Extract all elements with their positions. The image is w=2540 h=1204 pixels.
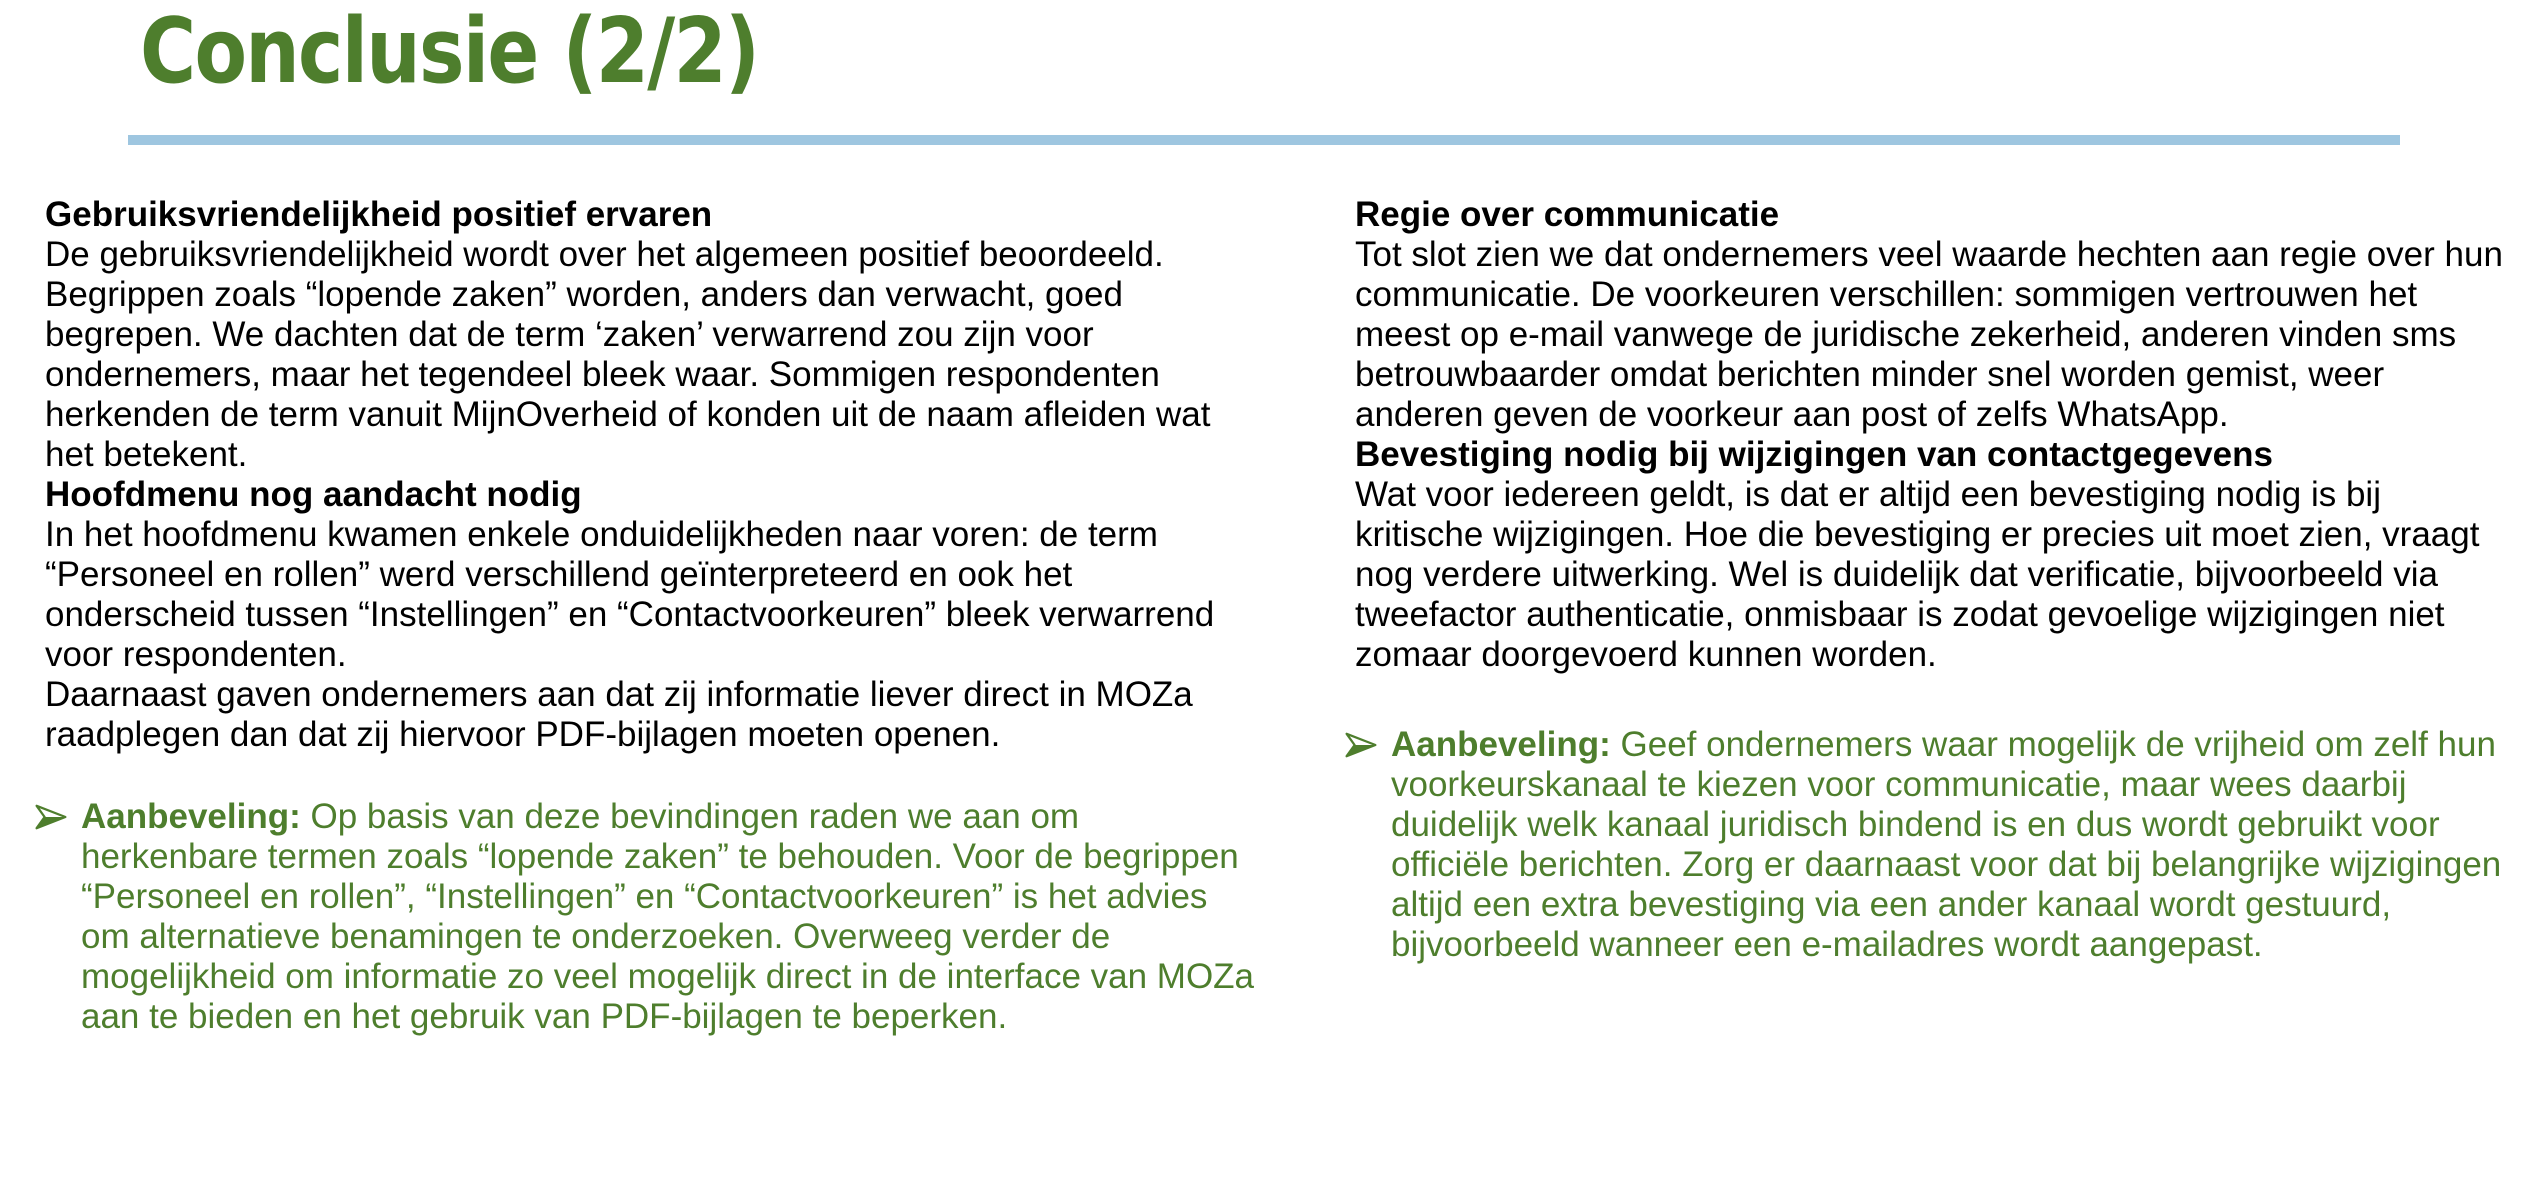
column-right (1355, 195, 2515, 965)
recommendation-left-body (81, 797, 1260, 1037)
recommendation-left-text: Op basis van deze bevindingen raden we aan om herkenbare termen zoals “lopende zaken” te behouden. Voor de begrippen “Personeel en rollen”, “Instellingen” en “Contactvoorkeuren” is het advies om alternatieve benamingen te onderzoeken. Overweeg verder de mogelijkheid om informatie zo veel mogelijk direct in de interface van MOZa aan te bieden en het gebruik van PDF-bijlagen te beperken. (81, 797, 1255, 1036)
paragraph-pdf: Daarnaast gaven ondernemers aan dat zij informatie liever direct in MOZa raadplegen dan dat zij hiervoor PDF-bijlagen moeten openen. (45, 675, 1193, 754)
recommendation-left-label: Aanbeveling: (81, 797, 301, 836)
arrow-bullet-icon (1345, 732, 1377, 758)
heading-usability: Gebruiksvriendelijkheid positief ervaren (45, 195, 713, 234)
paragraph-main-menu: In het hoofdmenu kwamen enkele onduidelijkheden naar voren: de term “Personeel en rollen” werd verschillend geïnterpreteerd en ook het onderscheid tussen “Instellingen” en “Contactvoorkeuren” bleek verwarrend voor respondenten. (45, 515, 1215, 674)
paragraph-communication: Tot slot zien we dat ondernemers veel waarde hechten aan regie over hun communicatie. De voorkeuren verschillen: sommigen vertrouwen het meest op e-mail vanwege de juridische zekerheid, anderen vinden sms betrouwbaarder omdat berichten minder snel worden gemist, weer anderen geven de voorkeur aan post of zelfs WhatsApp. (1355, 235, 2503, 434)
paragraph-confirmation: Wat voor iedereen geldt, is dat er altijd een bevestiging nodig is bij kritische wijzigingen. Hoe die bevestiging er precies uit moet zien, vraagt nog verdere uitwerking. Wel is duidelijk dat verificatie, bijvoorbeeld via tweefactor authenticatie, onmisbaar is zodat gevoelige wijzigingen niet zomaar doorgevoerd kunnen worden. (1355, 475, 2480, 674)
recommendation-right-text: Geef ondernemers waar mogelijk de vrijheid om zelf hun voorkeurskanaal te kiezen voor communicatie, maar wees daarbij duidelijk welk kanaal juridisch bindend is en dus wordt gebruikt voor officiële berichten. Zorg er daarnaast voor dat bij belangrijke wijzigingen altijd een extra bevestiging via een ander kanaal wordt gestuurd, bijvoorbeeld wanneer een e-mailadres wordt aangepast. (1391, 725, 2502, 964)
recommendation-right-body (1391, 725, 2515, 965)
recommendation-left (35, 797, 1260, 1037)
heading-main-menu: Hoofdmenu nog aandacht nodig (45, 475, 582, 514)
recommendation-right-label: Aanbeveling: (1391, 725, 1611, 764)
heading-communication: Regie over communicatie (1355, 195, 1780, 234)
column-left (45, 195, 1260, 1037)
recommendation-right (1345, 725, 2515, 965)
arrow-bullet-icon (35, 804, 67, 830)
heading-confirmation: Bevestiging nodig bij wijzigingen van contactgegevens (1355, 435, 2273, 474)
title-underline (128, 135, 2400, 145)
paragraph-usability: De gebruiksvriendelijkheid wordt over het algemeen positief beoordeeld. Begrippen zoals “lopende zaken” worden, anders dan verwacht, goed begrepen. We dachten dat de term ‘zaken’ verwarrend zou zijn voor ondernemers, maar het tegendeel bleek waar. Sommigen respondenten herkenden de term vanuit MijnOverheid of konden uit de naam afleiden wat het betekent. (45, 235, 1211, 474)
page-title: Conclusie (2/2) (140, 0, 759, 104)
